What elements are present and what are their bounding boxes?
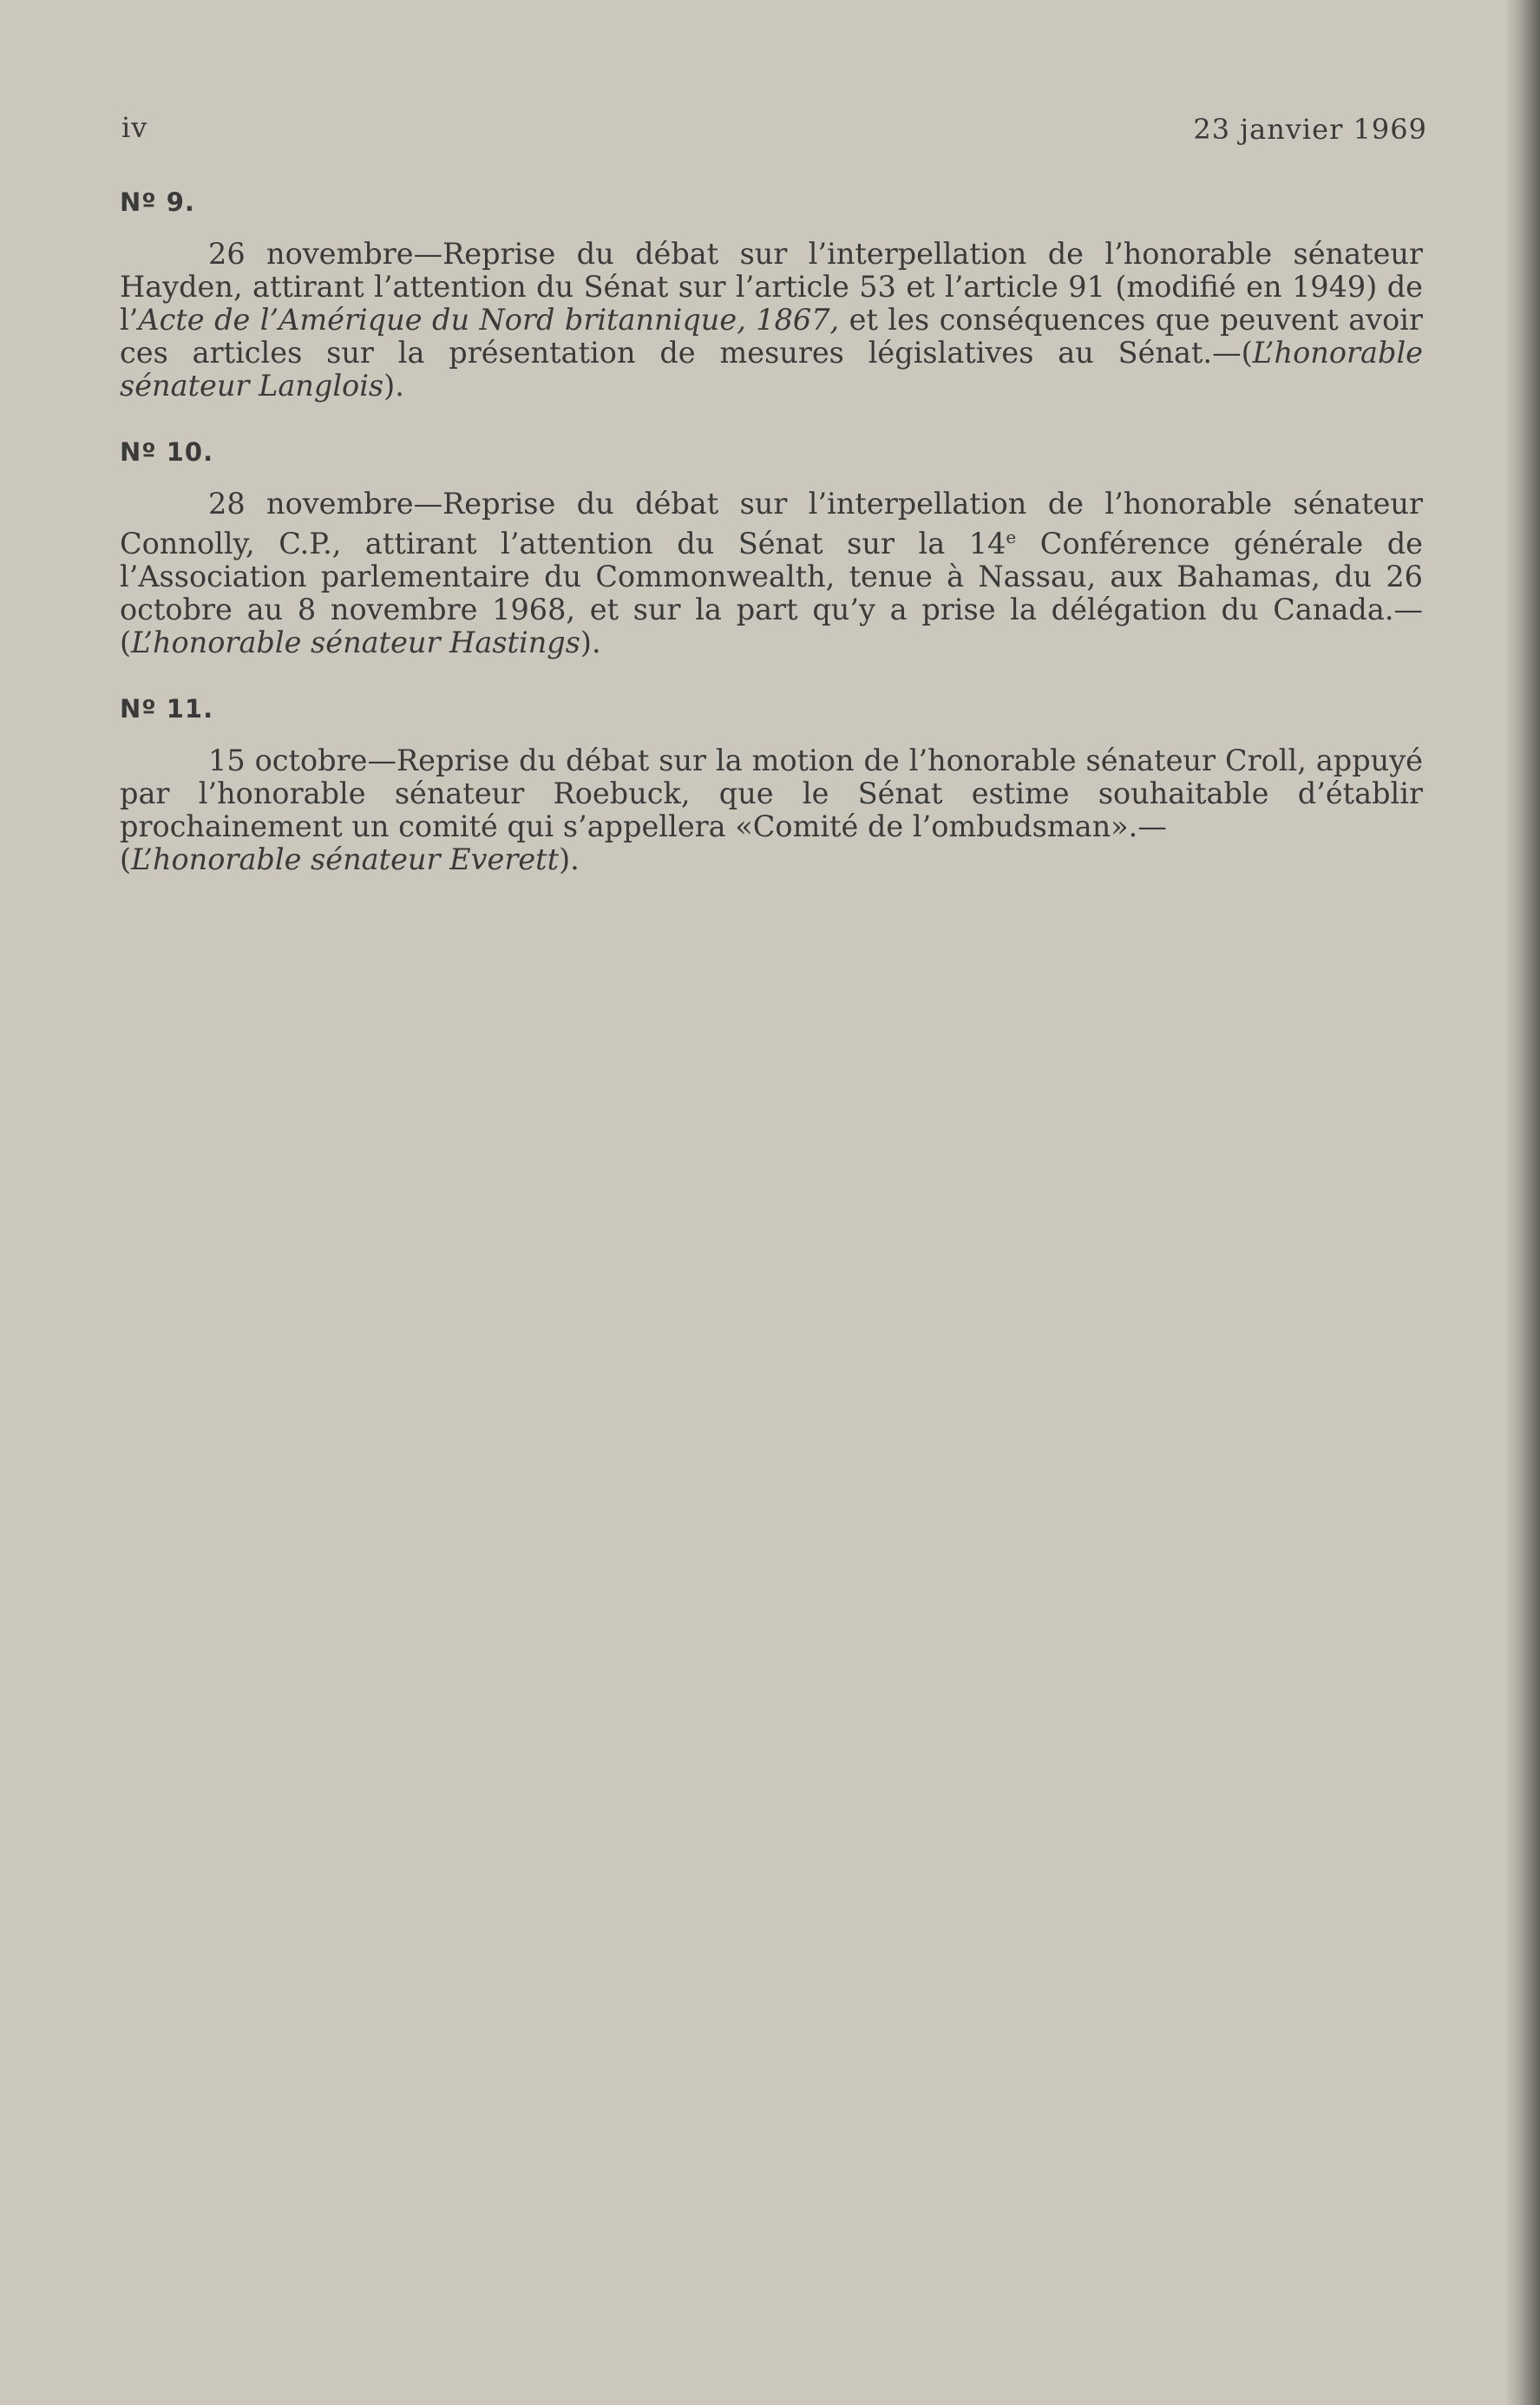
entry-9 <box>120 187 1423 403</box>
entry-closing: ). <box>383 369 404 403</box>
page-header <box>121 104 1427 156</box>
entry-body-cont: et les conséquences que peuvent avoir ces articles sur la présentation de mesures législatives au Sénat.—( <box>120 303 1424 370</box>
page-date: 23 janvier 1969 <box>1193 113 1427 146</box>
page-edge-shadow <box>1505 0 1540 2405</box>
entry-text <box>120 744 1423 876</box>
entry-closing: ). <box>559 842 580 877</box>
entry-speaker: L’honorable sénateur Langlois <box>120 336 1423 403</box>
entry-10 <box>120 437 1423 659</box>
order-paper-content <box>120 187 1423 911</box>
entry-date: 15 octobre <box>208 744 368 778</box>
entry-body: —Reprise du débat sur l’interpellation de l’honorable sénateur Connolly, C.P., attirant l’attention du Sénat sur la 14 <box>120 487 1423 561</box>
page-folio: iv <box>121 111 148 144</box>
entry-11 <box>120 694 1423 876</box>
entry-date: 28 novembre <box>208 487 414 521</box>
entry-number: Nº 11. <box>120 694 214 724</box>
entry-number: Nº 10. <box>120 437 214 467</box>
entry-closing: ). <box>580 626 601 660</box>
entry-date: 26 novembre <box>208 237 414 271</box>
entry-act-title: Acte de l’Amérique du Nord britannique, 1867, <box>138 303 840 337</box>
entry-text <box>120 488 1423 659</box>
entry-number: Nº 9. <box>120 187 195 217</box>
ordinal-superscript: e <box>1006 527 1017 547</box>
entry-speaker: L’honorable sénateur Hastings <box>131 626 580 660</box>
entry-body: —Reprise du débat sur l’interpellation de l’honorable sénateur Hayden, attirant l’attention du Sénat sur l’article 53 et l’article 91 (modifié en 1949) de l’ <box>120 237 1423 337</box>
entry-speaker: L’honorable sénateur Everett <box>131 842 560 877</box>
entry-body-cont: Conférence générale de l’Association parlementaire du Commonwealth, tenue à Nassau, aux Bahamas, du 26 octobre au 8 novembre 1968, et sur la part qu’y a prise la délégation du Canada.—( <box>120 527 1423 660</box>
entry-text <box>120 238 1423 403</box>
entry-body: —Reprise du débat sur la motion de l’honorable sénateur Croll, appuyé par l’honorable sénateur Roebuck, que le Sénat estime souhaitable d’établir prochainement un comité qui s’appellera «Comité de l’ombudsman».— <box>120 744 1424 844</box>
entry-open-paren: ( <box>120 842 132 877</box>
